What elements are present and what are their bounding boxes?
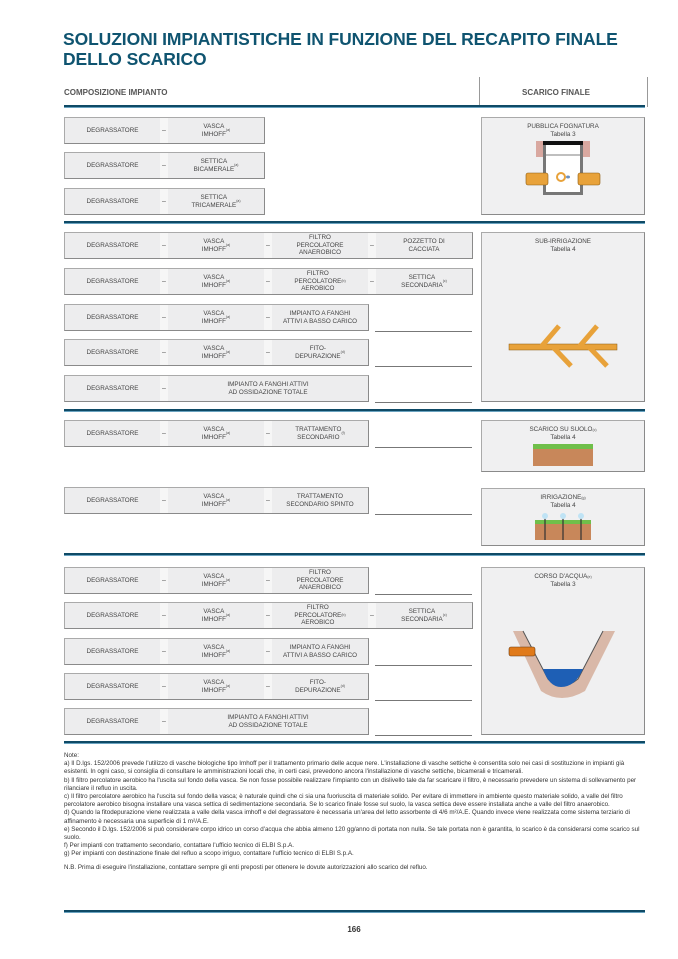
page-title: SOLUZIONI IMPIANTISTICHE IN FUNZIONE DEL RECAPITO FINALE DELLO SCARICO — [63, 29, 618, 69]
component-label: DEGRASSATORE — [86, 348, 139, 356]
connector-dash: – — [266, 430, 270, 437]
connector-dash: – — [162, 385, 166, 392]
component-label: IMPIANTO A FANGHI ATTIVI AD OSSIDAZIONE TOTALE — [227, 713, 309, 729]
component-label: VASCA IMHOFF — [201, 643, 226, 659]
component-cell — [65, 488, 160, 513]
composition-row — [64, 304, 369, 331]
connector-dash: – — [162, 278, 166, 285]
component-cell — [168, 118, 264, 143]
footer-rule — [64, 910, 645, 913]
footnote-ref: (b) — [341, 278, 346, 283]
composition-row — [64, 232, 473, 259]
component-cell — [272, 305, 368, 330]
component-cell — [65, 709, 160, 734]
connector-dash: – — [266, 349, 270, 356]
component-cell — [168, 568, 264, 593]
component-cell — [168, 639, 264, 664]
component-cell — [272, 233, 368, 258]
component-label: SETTICA SECONDARIA — [401, 607, 443, 623]
connector-dash: – — [266, 612, 270, 619]
component-cell — [168, 305, 264, 330]
component-label: VASCA IMHOFF — [201, 572, 226, 588]
component-cell — [168, 153, 264, 178]
connector-dash: – — [162, 242, 166, 249]
connector-dash: – — [266, 683, 270, 690]
component-cell — [65, 674, 160, 699]
empty-slot-line — [375, 366, 472, 367]
panel-scarico-su-suolo — [481, 420, 645, 472]
connector-dash: – — [162, 127, 166, 134]
header-divider — [647, 77, 648, 107]
component-label: DEGRASSATORE — [86, 384, 139, 392]
footnote-ref: (g) — [581, 496, 586, 500]
panel-title: SCARICO SU SUOLO — [529, 426, 593, 433]
header-composizione: COMPOSIZIONE IMPIANTO — [64, 88, 168, 97]
footnote-ref: (c) — [592, 428, 597, 432]
notes-heading: Note: — [64, 752, 79, 759]
component-label: DEGRASSATORE — [86, 717, 139, 725]
connector-dash: – — [162, 718, 166, 725]
component-cell — [65, 305, 160, 330]
component-label: POZZETTO DI CACCIATA — [403, 237, 445, 253]
component-cell — [65, 639, 160, 664]
component-cell — [272, 421, 368, 446]
connector-dash: – — [162, 648, 166, 655]
panel-title: CORSO D'ACQUA — [534, 573, 588, 580]
connector-dash: – — [266, 278, 270, 285]
component-cell — [272, 603, 368, 628]
footnote-ref: (c) — [442, 278, 447, 283]
panel-sub-irrigazione — [481, 232, 645, 402]
section-divider — [64, 409, 645, 412]
composition-row — [64, 339, 369, 366]
footnote-ref: (a) — [225, 242, 231, 247]
sewer-manhole-icon — [518, 139, 608, 201]
connector-dash: – — [162, 683, 166, 690]
note-nb: N.B. Prima di eseguire l'installazione, contattare sempre gli enti preposti per ottenere le dovute autorizzazioni allo scarico del refluo. — [64, 863, 428, 871]
connector-dash: – — [266, 497, 270, 504]
composition-row — [64, 188, 265, 215]
connector-dash: – — [162, 497, 166, 504]
composition-row — [64, 420, 369, 447]
component-cell — [168, 674, 264, 699]
component-label: IMPIANTO A FANGHI ATTIVI AD OSSIDAZIONE TOTALE — [227, 380, 309, 396]
soil-icon — [533, 444, 593, 466]
component-label: DEGRASSATORE — [86, 313, 139, 321]
footnote-ref: (a) — [225, 430, 231, 435]
connector-dash: – — [162, 162, 166, 169]
footnote-ref: (a) — [225, 612, 231, 617]
component-label: DEGRASSATORE — [86, 682, 139, 690]
composition-row — [64, 708, 369, 735]
panel-pubblica-fognatura — [481, 117, 645, 215]
component-cell — [272, 568, 368, 593]
component-cell — [168, 603, 264, 628]
connector-dash: – — [162, 314, 166, 321]
component-label: IMPIANTO A FANGHI ATTIVI A BASSO CARICO — [282, 643, 358, 659]
connector-dash: – — [266, 242, 270, 249]
empty-slot-line — [375, 447, 472, 448]
connector-dash: – — [370, 278, 374, 285]
page-number: 166 — [347, 925, 361, 934]
component-cell — [65, 603, 160, 628]
component-cell — [272, 488, 368, 513]
component-cell — [168, 421, 264, 446]
composition-row — [64, 117, 265, 144]
footnote-ref: (b) — [341, 612, 346, 617]
note-c: c) Il filtro percolatore aerobico ha l'uscita sul fondo della vasca; è naturale quindi che ci sia una fuoriuscita di materiale solido. Per evitare di immettere in ambiente questo materiale solido, a valle del filtro percolatore aerobico bisogna installare una vasca settica di sedimentazione secondaria. Se lo scarico finale fosse sul suolo, la vasca settica deve essere installata anche a valle del filtro anaerobico. — [64, 793, 623, 809]
component-label: DEGRASSATORE — [86, 197, 139, 205]
component-label: FILTRO PERCOLATORE ANAEROBICO — [296, 569, 344, 592]
section-divider — [64, 553, 645, 556]
panel-title: SUB-IRRIGAZIONE — [535, 238, 591, 245]
component-cell — [376, 269, 472, 294]
footnote-ref: (a) — [225, 683, 231, 688]
component-cell — [168, 269, 264, 294]
component-cell — [65, 233, 160, 258]
component-cell — [65, 421, 160, 446]
note-g: g) Per impianti con destinazione finale del refluo a scopo irriguo, contattare l'ufficio tecnico di ELBI S.p.A. — [64, 850, 354, 858]
footnote-ref: (d) — [340, 683, 345, 688]
footnote-ref: (f) — [341, 430, 345, 435]
empty-slot-line — [375, 700, 472, 701]
composition-row — [64, 487, 369, 514]
panel-title: IRRIGAZIONE — [540, 494, 582, 501]
note-e: e) Secondo il D.lgs. 152/2006 si può considerare corpo idrico un corso d'acqua che abbia almeno 120 gg/anno di portata non nulla. Se tale portata non è garantita, lo scarico è da considerarsi come scarico sul suolo. — [64, 825, 640, 842]
component-label: TRATTAMENTO SECONDARIO — [295, 425, 342, 441]
header-rule — [64, 105, 645, 108]
component-label: VASCA IMHOFF — [201, 678, 226, 694]
connector-dash: – — [162, 612, 166, 619]
empty-slot-line — [375, 402, 472, 403]
component-cell — [376, 233, 472, 258]
component-cell — [65, 118, 160, 143]
connector-dash: – — [162, 577, 166, 584]
composition-row — [64, 375, 369, 402]
component-cell — [168, 709, 368, 734]
note-d: d) Quando la fitodepurazione viene realizzata a valle della vasca imhoff e del degrassatore è necessaria un'area del letto assorbente di 4/6 m²/A.E. Quando invece viene realizzata come sistema terziario di affinamento è necessaria una superficie di 1 m²/A.E. — [64, 809, 630, 825]
empty-slot-line — [375, 665, 472, 666]
component-cell — [168, 376, 368, 401]
component-label: IMPIANTO A FANGHI ATTIVI A BASSO CARICO — [282, 309, 358, 325]
panel-subtitle: Tabella 4 — [550, 246, 576, 253]
note-a: a) Il D.lgs. 152/2006 prevede l'utilizzo di vasche biologiche tipo Imhoff per il trattamento primario delle acque nere. L'installazione di vasche settiche è consentita solo nei casi di sostituzione in impianti già esistenti. In ogni caso, si consiglia di consultare le amministrazioni locali che, in certi casi, prevedono ancora l'installazione di vasche settiche, bicamerali e tricamerali. — [64, 760, 625, 776]
component-cell — [65, 376, 160, 401]
composition-row — [64, 152, 265, 179]
connector-dash: – — [266, 577, 270, 584]
component-label: VASCA IMHOFF — [201, 273, 226, 289]
component-cell — [65, 153, 160, 178]
header-scarico-finale: SCARICO FINALE — [522, 88, 590, 97]
connector-dash: – — [370, 612, 374, 619]
component-label: VASCA IMHOFF — [201, 607, 226, 623]
component-cell — [272, 340, 368, 365]
panel-subtitle: Tabella 3 — [550, 581, 576, 588]
footnote-ref: (a) — [225, 314, 231, 319]
component-cell — [168, 340, 264, 365]
connector-dash: – — [370, 242, 374, 249]
note-f: f) Per impianti con trattamento secondario, contattare l'ufficio tecnico di ELBI S.p.A. — [64, 842, 295, 850]
empty-slot-line — [375, 331, 472, 332]
component-cell — [65, 269, 160, 294]
component-label: FILTRO PERCOLATORE AEROBICO — [294, 604, 342, 627]
panel-subtitle: Tabella 4 — [550, 434, 576, 441]
panel-subtitle: Tabella 4 — [550, 502, 576, 509]
component-label: DEGRASSATORE — [86, 576, 139, 584]
component-cell — [272, 639, 368, 664]
component-cell — [168, 189, 264, 214]
panel-irrigazione — [481, 488, 645, 546]
watercourse-icon — [503, 629, 623, 699]
panel-title: PUBBLICA FOGNATURA — [527, 123, 599, 130]
component-label: VASCA IMHOFF — [201, 122, 226, 138]
component-cell — [65, 568, 160, 593]
connector-dash: – — [162, 349, 166, 356]
connector-dash: – — [162, 198, 166, 205]
notes — [64, 752, 646, 872]
footnote-ref: (a) — [225, 577, 231, 582]
section-divider — [64, 741, 645, 744]
component-label: DEGRASSATORE — [86, 496, 139, 504]
component-label: DEGRASSATORE — [86, 161, 139, 169]
sub-irrigation-pipes-icon — [503, 322, 623, 372]
component-label: FITO- DEPURAZIONE — [295, 678, 341, 694]
composition-row — [64, 602, 473, 629]
component-cell — [272, 674, 368, 699]
component-label: DEGRASSATORE — [86, 241, 139, 249]
header-divider — [479, 77, 480, 107]
component-label: VASCA IMHOFF — [201, 492, 226, 508]
note-b: b) Il filtro percolatore aerobico ha l'uscita sul fondo della vasca. Se non fosse possibile realizzare l'impianto con un dislivello tale da far scaricare il filtro, è necessario prevedere un sistema di sollevamento per rilanciare il refluo in uscita. — [64, 776, 637, 792]
connector-dash: – — [162, 430, 166, 437]
composition-row — [64, 567, 369, 594]
panel-subtitle: Tabella 3 — [550, 131, 576, 138]
component-label: VASCA IMHOFF — [201, 425, 226, 441]
empty-slot-line — [375, 514, 472, 515]
empty-slot-line — [375, 594, 472, 595]
footnote-ref: (a) — [225, 349, 231, 354]
component-label: SETTICA SECONDARIA — [401, 273, 443, 289]
component-label: FILTRO PERCOLATORE AEROBICO — [294, 270, 342, 293]
component-label: VASCA IMHOFF — [201, 237, 226, 253]
component-cell — [168, 233, 264, 258]
footnote-ref: (a) — [236, 198, 241, 203]
component-label: TRATTAMENTO SECONDARIO SPINTO — [286, 492, 354, 508]
connector-dash: – — [266, 314, 270, 321]
footnote-ref: (a) — [225, 278, 231, 283]
composition-row — [64, 268, 473, 295]
component-label: FILTRO PERCOLATORE ANAEROBICO — [296, 234, 344, 257]
component-cell — [65, 340, 160, 365]
footnote-ref: (a) — [225, 497, 231, 502]
footnote-ref: (e) — [587, 575, 592, 579]
footnote-ref: (a) — [225, 648, 231, 653]
connector-dash: – — [266, 648, 270, 655]
composition-row — [64, 638, 369, 665]
component-cell — [272, 269, 368, 294]
component-label: DEGRASSATORE — [86, 429, 139, 437]
section-divider — [64, 221, 645, 224]
irrigation-icon — [533, 512, 593, 540]
component-label: VASCA IMHOFF — [201, 309, 226, 325]
component-cell — [376, 603, 472, 628]
component-label: DEGRASSATORE — [86, 611, 139, 619]
component-label: DEGRASSATORE — [86, 647, 139, 655]
composition-row — [64, 673, 369, 700]
panel-corso-acqua — [481, 567, 645, 735]
component-cell — [65, 189, 160, 214]
component-label: VASCA IMHOFF — [201, 344, 226, 360]
component-label: DEGRASSATORE — [86, 277, 139, 285]
component-label: DEGRASSATORE — [86, 126, 139, 134]
component-label: SETTICA BICAMERALE — [193, 157, 235, 173]
empty-slot-line — [375, 735, 472, 736]
component-cell — [168, 488, 264, 513]
footnote-ref: (a) — [234, 162, 239, 167]
component-label: SETTICA TRICAMERALE — [191, 193, 237, 209]
component-label: FITO- DEPURAZIONE — [295, 344, 341, 360]
footnote-ref: (d) — [340, 349, 345, 354]
footnote-ref: (a) — [225, 127, 231, 132]
footnote-ref: (c) — [442, 612, 447, 617]
